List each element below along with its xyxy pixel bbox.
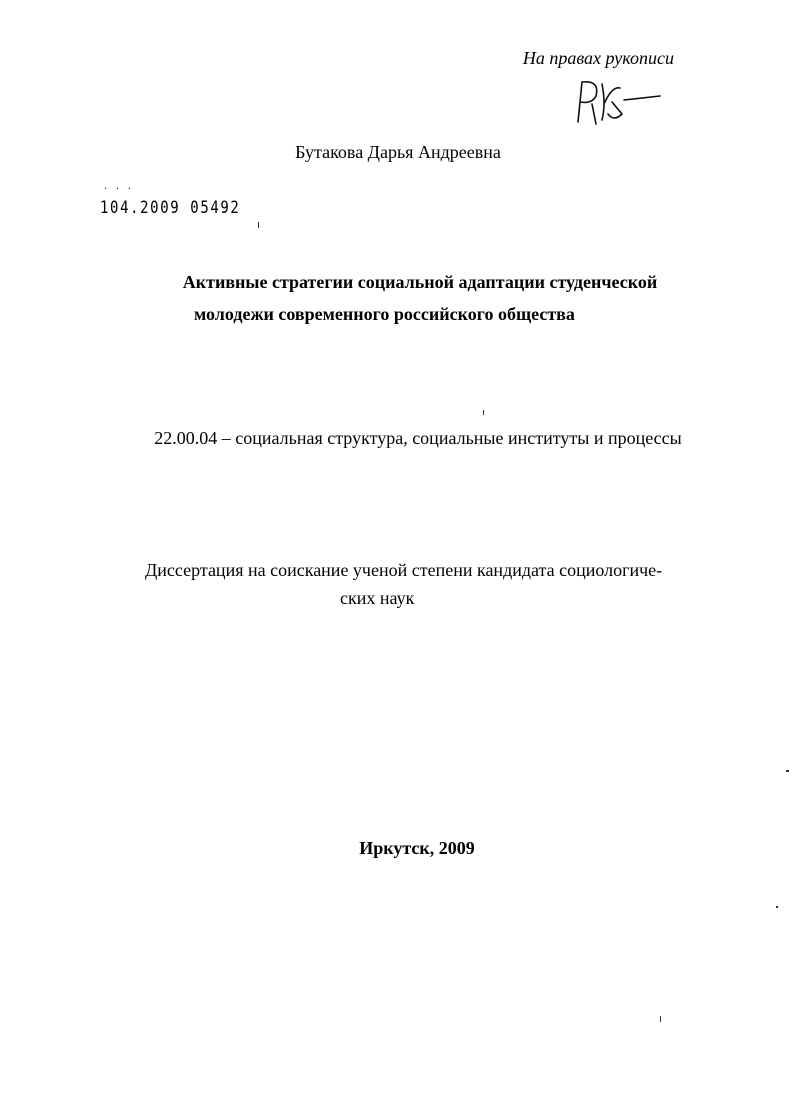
scan-speck	[258, 222, 259, 228]
scan-speck	[483, 410, 484, 415]
scan-speck	[660, 1016, 661, 1022]
scan-speck	[786, 770, 789, 772]
degree-line-1: Диссертация на соискание ученой степени кандидата социологиче-	[145, 560, 663, 580]
title-line-2: молодежи современного российского общества	[194, 304, 575, 324]
title-line-1: Активные стратегии социальной адаптации студенческой	[182, 272, 658, 292]
city-year: Иркутск, 2009	[359, 838, 475, 858]
scan-speck	[776, 906, 778, 908]
stamp-marks: · · ·	[104, 184, 134, 195]
handwritten-signature	[572, 74, 672, 126]
specialty-code: 22.00.04 – социальная структура, социальные институты и процессы	[154, 428, 682, 448]
library-stamp-number: 104.2009 05492	[100, 198, 241, 218]
author-name: Бутакова Дарья Андреевна	[295, 142, 501, 162]
degree-line-2: ских наук	[340, 588, 415, 608]
dissertation-title	[140, 266, 700, 330]
manuscript-note: На правах рукописи	[522, 48, 674, 68]
degree-statement	[145, 556, 705, 612]
